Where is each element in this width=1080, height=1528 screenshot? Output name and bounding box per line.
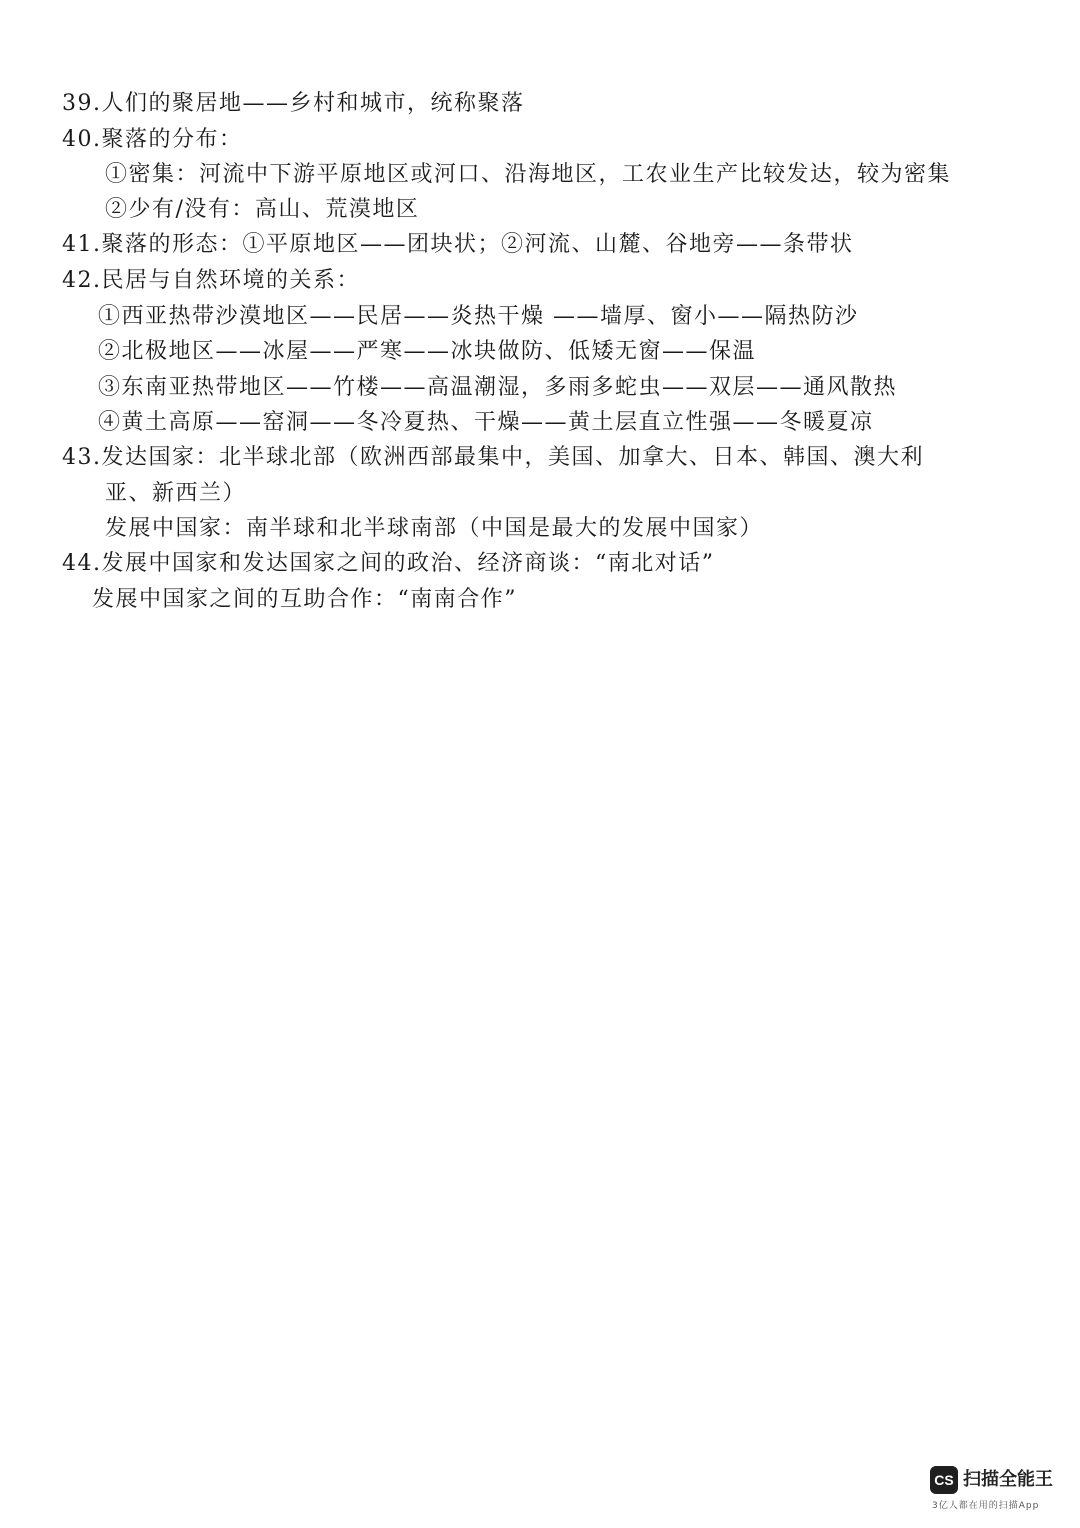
line-41-settlement-form: 41.聚落的形态：①平原地区——团块状；②河流、山麓、谷地旁——条带状	[62, 232, 854, 257]
line-42-loess-plateau: ④黄土高原——窑洞——冬冷夏热、干燥——黄土层直立性强——冬暖夏凉	[98, 410, 874, 435]
line-40-sparse: ②少有/没有：高山、荒漠地区	[105, 197, 420, 222]
line-40-settlement-distribution: 40.聚落的分布：	[62, 127, 243, 152]
line-43-developing-countries: 发展中国家：南半球和北半球南部（中国是最大的发展中国家）	[105, 516, 764, 541]
camscanner-logo-icon: CS	[930, 1466, 958, 1494]
line-39-settlement-definition: 39.人们的聚居地——乡村和城市，统称聚落	[62, 91, 525, 116]
line-44-south-south-cooperation: 发展中国家之间的互助合作：“南南合作”	[92, 587, 517, 612]
line-43-developed-countries: 43.发达国家：北半球北部（欧洲西部最集中，美国、加拿大、日本、韩国、澳大利	[62, 445, 924, 470]
watermark-tagline: 3亿人都在用的扫描App	[932, 1501, 1040, 1511]
line-44-north-south-dialogue: 44.发展中国家和发达国家之间的政治、经济商谈：“南北对话”	[62, 551, 715, 576]
line-40-dense: ①密集：河流中下游平原地区或河口、沿海地区，工农业生产比较发达，较为密集	[105, 162, 952, 187]
watermark-app-name: 扫描全能王	[963, 1469, 1053, 1490]
line-43-developed-countries-cont: 亚、新西兰）	[105, 481, 247, 506]
scanner-watermark	[930, 1466, 1070, 1516]
line-42-southeast-asia: ③东南亚热带地区——竹楼——高温潮湿，多雨多蛇虫——双层——通风散热	[98, 375, 898, 400]
line-42-dwelling-environment: 42.民居与自然环境的关系：	[62, 268, 360, 293]
line-42-west-asia: ①西亚热带沙漠地区——民居——炎热干燥 ——墙厚、窗小——隔热防沙	[98, 304, 859, 329]
line-42-arctic: ②北极地区——冰屋——严寒——冰块做防、低矮无窗——保温	[98, 339, 757, 364]
